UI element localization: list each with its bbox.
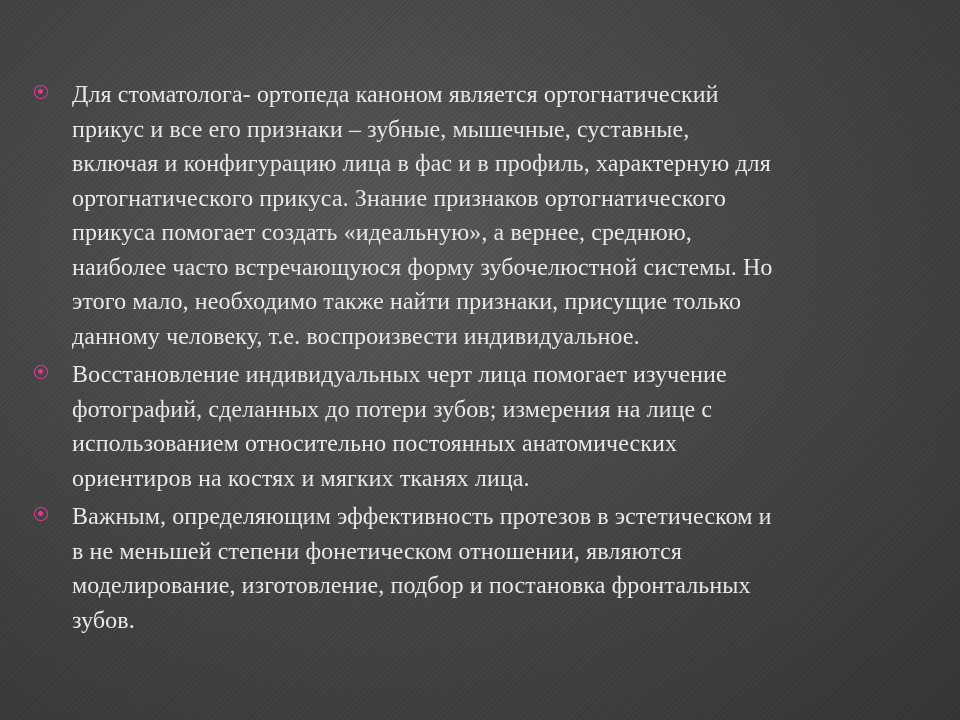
- circled-dot-bullet-icon: [34, 507, 48, 521]
- bullet-list: [34, 78, 934, 642]
- bullet-item: [34, 78, 934, 354]
- bullet-text: Для стоматолога- ортопеда каноном является ортогнатический прикус и все его признаки – зубные, мышечные, суставные, включая и конфигурацию лица в фас и в профиль, характерную для ортогнатического прикуса. Знание признаков ортогнатического прикуса помогает создать «идеальную», а вернее, среднюю, наиболее часто встречающуюся форму зубочелюстной системы. Но этого мало, необходимо также найти признаки, присущие только данному человеку, т.е. воспроизвести индивидуальное.: [72, 82, 773, 350]
- bullet-item: [34, 500, 934, 638]
- bullet-item: [34, 358, 934, 496]
- bullet-text: Восстановление индивидуальных черт лица помогает изучение фотографий, сделанных до потери зубов; измерения на лице с использованием относительно постоянных анатомических ориентиров на костях и мягких тканях лица.: [72, 362, 727, 492]
- bullet-text: Важным, определяющим эффективность протезов в эстетическом и в не меньшей степени фонетическом отношении, являются моделирование, изготовление, подбор и постановка фронтальных зубов.: [72, 504, 772, 634]
- circled-dot-bullet-icon: [34, 85, 48, 99]
- circled-dot-bullet-icon: [34, 365, 48, 379]
